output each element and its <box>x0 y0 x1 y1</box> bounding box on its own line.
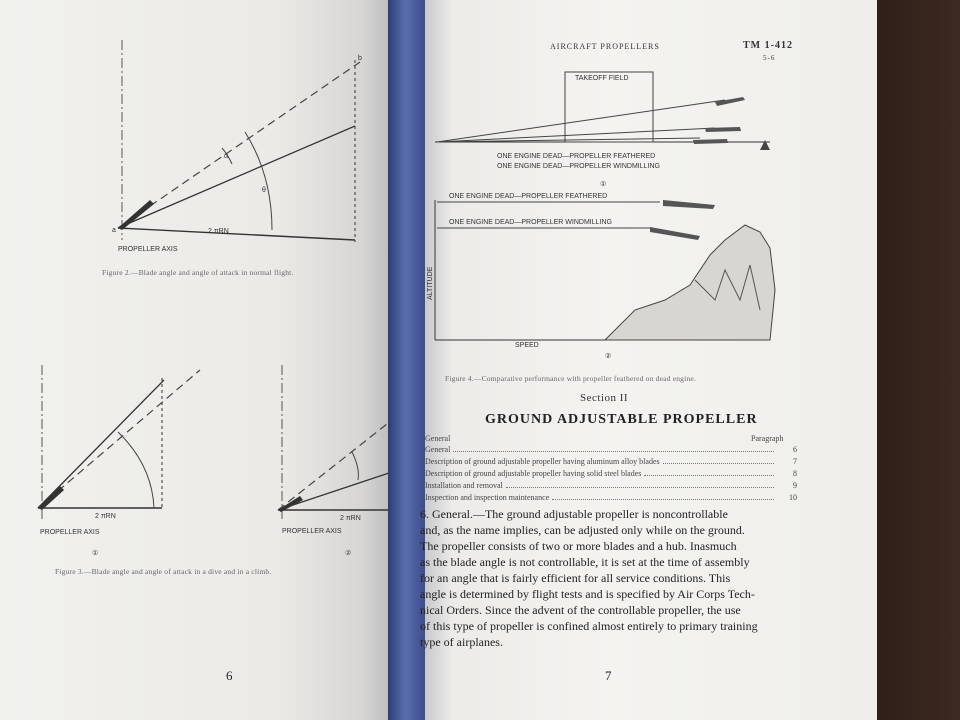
toc-row <box>425 493 797 502</box>
fig2-point-a: a <box>112 227 116 234</box>
toc-row-number: 8 <box>793 469 797 478</box>
toc-row-number: 7 <box>793 457 797 466</box>
toc-row-text: Description of ground adjustable propeller having aluminum alloy blades <box>425 457 660 466</box>
toc-row <box>425 445 797 454</box>
running-head: AIRCRAFT PROPELLERS <box>550 42 660 51</box>
fig2-propeller-axis-label: PROPELLER AXIS <box>118 246 178 253</box>
toc-row-number: 10 <box>789 493 797 502</box>
figure-2-caption: Figure 2.—Blade angle and angle of attack in normal flight. <box>102 268 294 277</box>
figure-3-caption: Figure 3.—Blade angle and angle of attack in a dive and in a climb. <box>55 567 272 576</box>
toc-row-number: 9 <box>793 481 797 490</box>
body-text-line: of this type of propeller is confined almost entirely to primary training <box>420 619 758 633</box>
toc-row <box>425 469 797 478</box>
body-text-line: and, as the name implies, can be adjusted only while on the ground. <box>420 523 745 537</box>
figure-4-diagram <box>425 0 877 380</box>
right-page <box>420 0 877 720</box>
fig4-takeoff-field-label: TAKEOFF FIELD <box>575 75 629 82</box>
toc-header-right: Paragraph <box>751 434 784 443</box>
toc-header-left: General <box>425 434 451 443</box>
toc-row-text: General <box>425 445 451 454</box>
body-text-line: The propeller consists of two or more blades and a hub. Inasmuch <box>420 539 737 553</box>
fig4-feathered-label-bottom: ONE ENGINE DEAD—PROPELLER FEATHERED <box>449 193 608 200</box>
left-page <box>0 0 395 720</box>
fig2-circumference-label: 2 πRN <box>208 228 229 235</box>
body-text-line: 6. General.—The ground adjustable propeller is noncontrollable <box>420 507 728 521</box>
tm-number: TM 1-412 <box>743 40 793 51</box>
fig2-theta-label: θ <box>262 187 266 194</box>
toc-row-text: Description of ground adjustable propeller having solid steel blades <box>425 469 642 478</box>
fig4-part-2-label: ② <box>605 353 612 360</box>
fig4-feathered-label-top: ONE ENGINE DEAD—PROPELLER FEATHERED <box>497 153 656 160</box>
fig3b-propeller-axis-label: PROPELLER AXIS <box>282 528 342 535</box>
section-label: Section II <box>580 392 629 404</box>
toc-row <box>425 481 797 490</box>
toc-row-text: Installation and removal <box>425 481 503 490</box>
figure-2-diagram <box>0 0 395 300</box>
body-text-line: type of airplanes. <box>420 635 503 649</box>
fig3-part-1-label: ① <box>92 550 99 557</box>
fig3b-circumference-label: 2 πRN <box>340 515 361 522</box>
figure-4-caption: Figure 4.—Comparative performance with propeller feathered on dead engine. <box>445 374 696 383</box>
toc-row-number: 6 <box>793 445 797 454</box>
fig4-windmilling-label-bottom: ONE ENGINE DEAD—PROPELLER WINDMILLING <box>449 219 612 226</box>
fig3a-circumference-label: 2 πRN <box>95 513 116 520</box>
body-text-line: nical Orders. Since the advent of the controllable propeller, the use <box>420 603 741 617</box>
toc-row <box>425 457 797 466</box>
left-page-number: 6 <box>226 668 233 683</box>
fig3-part-2-label: ② <box>345 550 352 557</box>
fig2-point-b: b <box>358 55 362 62</box>
body-text-line: for an angle that is fairly efficient for all service conditions. This <box>420 571 731 585</box>
section-title: GROUND ADJUSTABLE PROPELLER <box>485 412 758 427</box>
toc-row-text: Inspection and inspection maintenance <box>425 493 550 502</box>
fig4-part-1-label: ① <box>600 181 607 188</box>
body-text-line: angle is determined by flight tests and is specified by Air Corps Tech- <box>420 587 755 601</box>
fig4-altitude-axis-label: ALTITUDE <box>427 266 434 300</box>
fig2-alpha-label: α <box>224 153 229 160</box>
fig4-speed-axis-label: SPEED <box>515 342 539 349</box>
fig3a-propeller-axis-label: PROPELLER AXIS <box>40 529 100 536</box>
fig4-windmilling-label-top: ONE ENGINE DEAD—PROPELLER WINDMILLING <box>497 163 660 170</box>
right-page-number: 7 <box>605 668 612 683</box>
body-text-line: as the blade angle is not controllable, it is set at the time of assembly <box>420 555 750 569</box>
paragraph-reference: 5-6 <box>763 54 776 62</box>
